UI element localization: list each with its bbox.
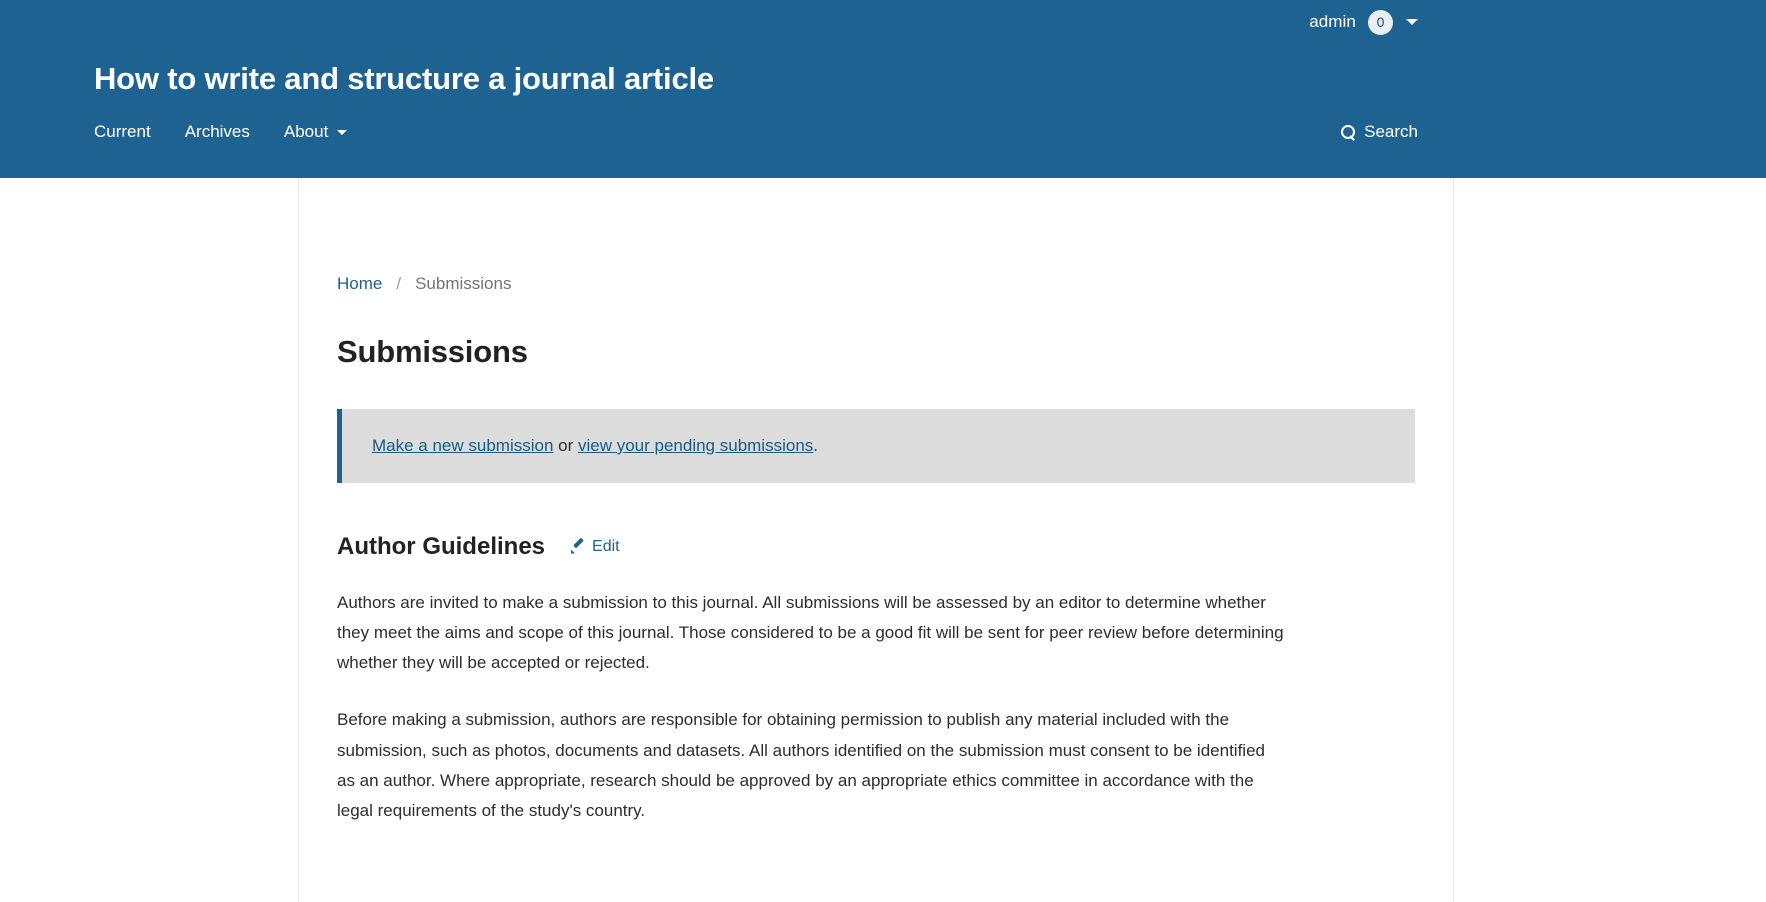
nav-item-current[interactable] — [94, 120, 168, 144]
nav-item-about[interactable] — [267, 120, 364, 144]
nav-item-label: Current — [94, 122, 151, 142]
chevron-down-icon — [337, 130, 347, 135]
site-header — [0, 0, 1766, 178]
view-pending-submissions-link[interactable]: view your pending submissions — [577, 436, 814, 455]
nav-item-label: Archives — [184, 122, 250, 142]
notice-trailing-text: . — [813, 436, 819, 455]
username-label[interactable]: admin — [1309, 12, 1356, 31]
site-title[interactable]: How to write and structure a journal article — [94, 61, 714, 96]
primary-navigation — [0, 114, 1766, 150]
nav-right — [1341, 122, 1418, 142]
submission-notice — [337, 409, 1415, 483]
nav-item-archives[interactable] — [168, 120, 267, 144]
breadcrumb-current: Submissions — [415, 274, 512, 293]
content-column — [298, 178, 1454, 902]
breadcrumb-home-link[interactable]: Home — [337, 274, 383, 293]
nav-item-label: About — [283, 122, 329, 142]
author-guidelines-paragraph: Before making a submission, authors are responsible for obtaining permission to publish any material included with the submission, such as photos, documents and datasets. All authors identified on the submission must consent to be identified as an author. Where appropriate, research should be approved by an appropriate ethics committee in accordance with the legal requirements of the study's country. — [337, 710, 1265, 820]
search-label: Search — [1364, 122, 1418, 142]
author-guidelines-paragraph: Authors are invited to make a submission to this journal. All submissions will be assessed by an editor to determine whether they meet the aims and scope of this journal. Those considered to be a good fit will be sent for peer review before determining whether they will be accepted or rejected. — [337, 592, 1284, 672]
search-icon — [1341, 125, 1356, 140]
edit-author-guidelines-button[interactable] — [571, 538, 620, 556]
site-title-wrap — [0, 62, 1766, 96]
notice-middle-text: or — [553, 436, 578, 455]
breadcrumb — [337, 274, 1415, 294]
search-button[interactable] — [1341, 122, 1418, 142]
author-guidelines-heading: Author Guidelines — [337, 532, 546, 560]
make-new-submission-link[interactable]: Make a new submission — [372, 436, 554, 455]
pencil-icon — [571, 540, 585, 554]
breadcrumb-separator: / — [396, 274, 402, 293]
chevron-down-icon[interactable] — [1406, 19, 1418, 25]
author-guidelines-header — [337, 533, 1415, 561]
notification-badge[interactable]: 0 — [1368, 10, 1393, 35]
edit-label: Edit — [592, 537, 620, 555]
user-bar — [0, 0, 1766, 44]
page-title: Submissions — [337, 334, 528, 369]
page-body — [0, 178, 1766, 902]
nav-items — [94, 120, 364, 144]
